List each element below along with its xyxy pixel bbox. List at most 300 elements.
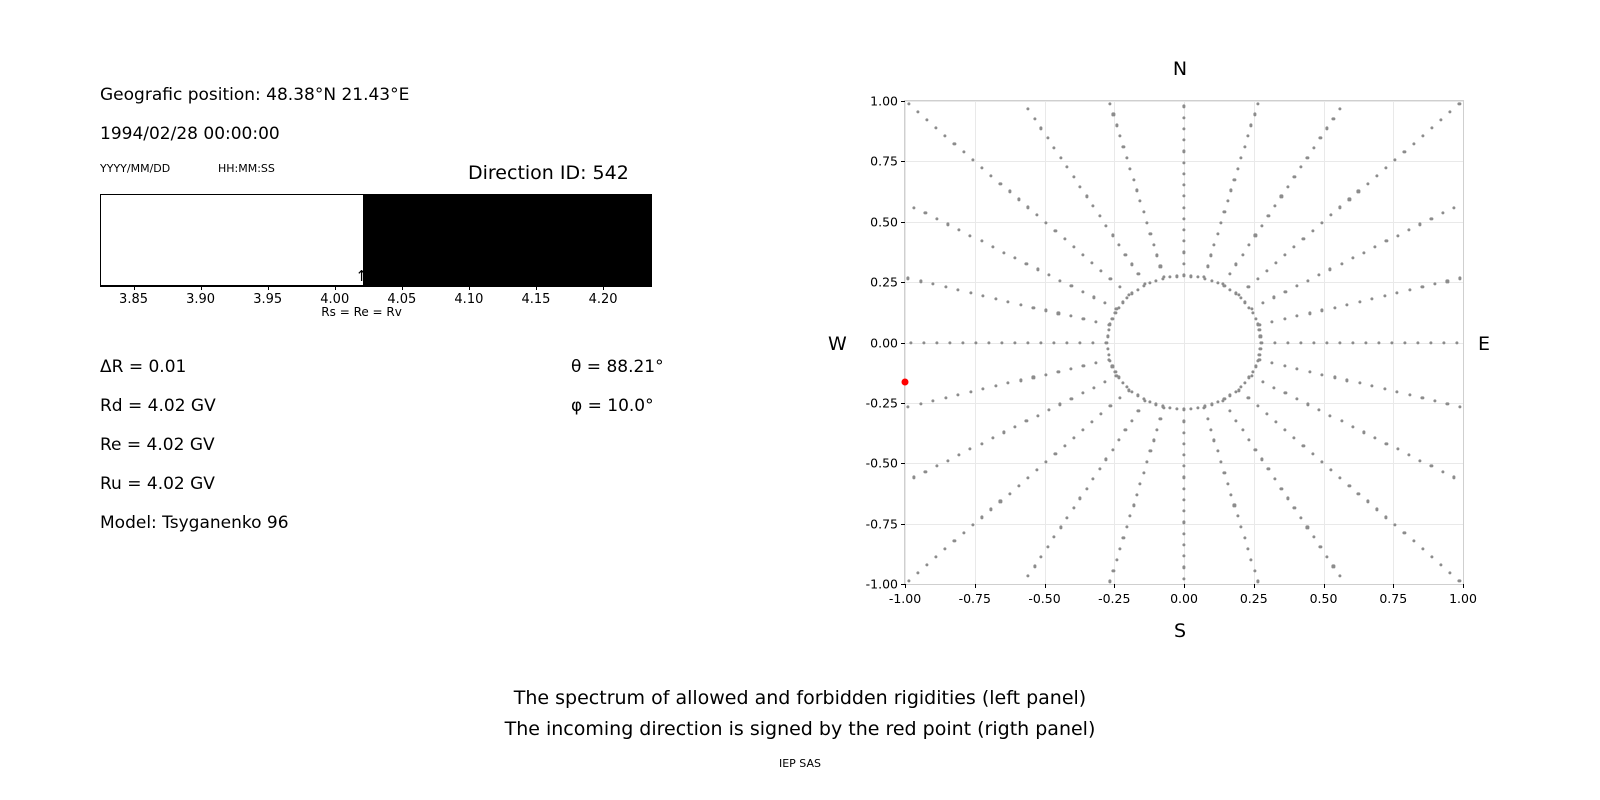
direction-point (1403, 150, 1406, 153)
direction-point (1439, 563, 1442, 566)
direction-point (990, 508, 993, 511)
direction-point (910, 341, 913, 344)
direction-point (1293, 175, 1296, 178)
spectrum-tick (134, 286, 135, 290)
direction-point (982, 294, 985, 297)
direction-point (988, 341, 991, 344)
direction-point (1182, 487, 1185, 490)
spectrum-tick (268, 286, 269, 290)
direction-point (1081, 290, 1084, 293)
caption-line-2: The incoming direction is signed by the red point (rigth panel) (504, 718, 1096, 740)
geographic-position-label: Geografic position: 48.38°N 21.43°E (100, 85, 410, 105)
direction-point (1441, 212, 1444, 215)
x-tick-label: 0.75 (1379, 591, 1408, 606)
direction-point (1210, 403, 1213, 406)
direction-point (1452, 206, 1455, 209)
gridline-horizontal (905, 222, 1463, 223)
direction-point (1109, 277, 1112, 280)
direction-point (1182, 577, 1185, 580)
direction-point (1259, 335, 1262, 338)
direction-point (1098, 214, 1101, 217)
direction-point (1430, 217, 1433, 220)
direction-point (923, 341, 926, 344)
direction-point (1274, 420, 1277, 423)
direction-point (1312, 536, 1315, 539)
direction-point (1100, 269, 1103, 272)
direction-point (1254, 317, 1257, 320)
direction-point (1182, 150, 1185, 153)
direction-point (1197, 276, 1200, 279)
spectrum-segment-forbidden (363, 195, 651, 285)
direction-point (935, 465, 938, 468)
direction-point (953, 540, 956, 543)
direction-point (1069, 315, 1072, 318)
direction-point (1136, 394, 1139, 397)
rd-value: Rd = 4.02 GV (100, 396, 216, 416)
x-tick-label: -1.00 (888, 591, 922, 606)
direction-point (1118, 397, 1121, 400)
direction-point (1234, 390, 1237, 393)
direction-map-panel (760, 0, 1600, 800)
direction-point (980, 442, 983, 445)
direction-point (1000, 341, 1003, 344)
direction-point (1047, 408, 1050, 411)
direction-point (1115, 558, 1118, 561)
direction-point (1234, 419, 1237, 422)
direction-point (1132, 178, 1135, 181)
direction-point (1182, 183, 1185, 186)
direction-point (1229, 493, 1232, 496)
direction-point (1228, 273, 1231, 276)
direction-point (1036, 268, 1039, 271)
direction-point (1002, 251, 1005, 254)
direction-point (1118, 285, 1121, 288)
direction-point (1008, 492, 1011, 495)
direction-point (1182, 195, 1185, 198)
direction-point (1106, 335, 1109, 338)
direction-point (1159, 417, 1162, 420)
compass-south-label: S (1173, 620, 1187, 642)
direction-point (969, 390, 972, 393)
direction-point (1430, 126, 1433, 129)
direction-point (1250, 558, 1253, 561)
direction-point (1132, 504, 1135, 507)
direction-point (1125, 526, 1128, 529)
direction-point (1239, 386, 1242, 389)
direction-point (1421, 286, 1424, 289)
direction-point (1273, 477, 1276, 480)
direction-point (1069, 367, 1072, 370)
direction-point (1223, 397, 1226, 400)
direction-point (907, 103, 910, 106)
direction-point (1408, 393, 1411, 396)
direction-point (1229, 288, 1232, 291)
direction-point (944, 396, 947, 399)
direction-point (1407, 228, 1410, 231)
direction-point (1081, 253, 1084, 256)
direction-point (1063, 444, 1066, 447)
direction-point (1216, 450, 1219, 453)
direction-point (1403, 341, 1406, 344)
direction-point (1182, 127, 1185, 130)
direction-point (1233, 178, 1236, 181)
direction-point (935, 126, 938, 129)
direction-point (1078, 341, 1081, 344)
y-tick-mark (901, 101, 905, 102)
plot-inner-area (905, 101, 1463, 584)
direction-point (1142, 284, 1145, 287)
gridline-horizontal (905, 282, 1463, 283)
direction-point (1433, 283, 1436, 286)
direction-point (907, 579, 910, 582)
direction-point (916, 110, 919, 113)
direction-point (1351, 341, 1354, 344)
direction-point (1090, 261, 1093, 264)
direction-point (1441, 470, 1444, 473)
direction-point (975, 341, 978, 344)
direction-point (1124, 429, 1127, 432)
direction-point (1340, 262, 1343, 265)
direction-point (957, 453, 960, 456)
direction-point (1085, 487, 1088, 490)
direction-point (1273, 205, 1276, 208)
direction-point (1063, 238, 1066, 241)
direction-point (1114, 311, 1117, 314)
y-tick-label: 0.75 (870, 153, 898, 169)
direction-point (1258, 353, 1261, 356)
direction-point (1371, 385, 1374, 388)
direction-point (1182, 274, 1185, 277)
direction-point (1439, 118, 1442, 121)
direction-point (1458, 277, 1461, 280)
direction-point (1412, 540, 1415, 543)
caption-line-1: The spectrum of allowed and forbidden rigidities (left panel) (513, 687, 1087, 709)
direction-point (949, 341, 952, 344)
direction-point (1182, 543, 1185, 546)
direction-point (1357, 190, 1360, 193)
direction-point (1152, 243, 1155, 246)
direction-point (1091, 477, 1094, 480)
direction-point (1035, 468, 1038, 471)
direction-point (1338, 575, 1341, 578)
direction-point (1124, 253, 1127, 256)
direction-point (962, 341, 965, 344)
direction-point (1233, 504, 1236, 507)
datetime-label: 1994/02/28 00:00:00 (100, 124, 280, 144)
direction-point (1091, 341, 1094, 344)
y-tick-mark (901, 524, 905, 525)
direction-point (1226, 200, 1229, 203)
direction-point (1059, 403, 1062, 406)
direction-point (1458, 103, 1461, 106)
spectrum-tick-label: 3.90 (186, 292, 216, 307)
y-tick-label: 0.00 (870, 335, 898, 350)
direction-point (1175, 275, 1178, 278)
direction-point (1104, 458, 1107, 461)
direction-point (1206, 265, 1209, 268)
direction-point (906, 277, 909, 280)
direction-point (1241, 429, 1244, 432)
direction-point (1325, 127, 1328, 130)
spectrum-tick-label: 3.95 (253, 292, 283, 307)
direction-point (1421, 396, 1424, 399)
direction-point (1253, 569, 1256, 572)
direction-point (1317, 408, 1320, 411)
direction-point (1286, 497, 1289, 500)
direction-point (1229, 394, 1232, 397)
direction-point (946, 223, 949, 226)
direction-point (969, 448, 972, 451)
direction-point (1329, 214, 1332, 217)
direction-point (1244, 381, 1247, 384)
direction-point (1283, 364, 1286, 367)
direction-point (1351, 257, 1354, 260)
direction-point (969, 234, 972, 237)
direction-point (1209, 254, 1212, 257)
direction-point (1104, 380, 1107, 383)
time-format-label: HH:MM:SS (218, 162, 275, 175)
direction-point (980, 240, 983, 243)
direction-point (953, 142, 956, 145)
direction-point (1117, 243, 1120, 246)
direction-point (1072, 506, 1075, 509)
x-tick-label: -0.75 (958, 591, 991, 606)
direction-point (982, 387, 985, 390)
direction-point (1384, 516, 1387, 519)
direction-point (1228, 409, 1231, 412)
direction-point (991, 245, 994, 248)
direction-point (1259, 347, 1262, 350)
direction-point (1312, 341, 1315, 344)
direction-point (994, 297, 997, 300)
direction-point (1114, 371, 1117, 374)
direction-point (1308, 312, 1311, 315)
direction-point (913, 206, 916, 209)
direction-point (946, 459, 949, 462)
direction-point (1317, 273, 1320, 276)
direction-point (994, 385, 997, 388)
direction-point (957, 228, 960, 231)
direction-scatter-plot (865, 93, 1477, 606)
direction-point (1293, 245, 1296, 248)
direction-point (1129, 515, 1132, 518)
direction-point (925, 118, 928, 121)
spectrum-tick (603, 286, 604, 290)
direction-point (1168, 276, 1171, 279)
x-tick-mark (1393, 584, 1394, 588)
direction-point (925, 563, 928, 566)
direction-point (1374, 436, 1377, 439)
direction-point (1396, 390, 1399, 393)
phi-value: φ = 10.0° (571, 396, 654, 416)
direction-point (1248, 376, 1251, 379)
direction-point (1234, 263, 1237, 266)
direction-point (1182, 116, 1185, 119)
direction-point (1117, 306, 1120, 309)
direction-point (1046, 136, 1049, 139)
direction-point (1019, 379, 1022, 382)
direction-point (1182, 240, 1185, 243)
direction-point (1053, 536, 1056, 539)
direction-point (1107, 329, 1110, 332)
direction-point (1137, 409, 1140, 412)
direction-point (1175, 407, 1178, 410)
direction-point (1247, 243, 1250, 246)
direction-point (1070, 285, 1073, 288)
direction-point (1014, 425, 1017, 428)
x-tick-label: 0.00 (1170, 591, 1198, 606)
direction-point (1092, 386, 1095, 389)
direction-point (1458, 405, 1461, 408)
direction-point (1161, 277, 1164, 280)
direction-point (1027, 107, 1030, 110)
direction-point (1254, 234, 1257, 237)
direction-point (1033, 565, 1036, 568)
direction-point (1358, 300, 1361, 303)
direction-point (1131, 390, 1134, 393)
direction-point (1254, 365, 1257, 368)
model-value: Model: Tsyganenko 96 (100, 513, 289, 533)
x-tick-mark (1114, 584, 1115, 588)
direction-point (1002, 431, 1005, 434)
direction-point (944, 286, 947, 289)
direction-point (1306, 526, 1309, 529)
direction-point (1046, 545, 1049, 548)
gridline-horizontal (905, 403, 1463, 404)
direction-point (1182, 465, 1185, 468)
direction-point (1035, 214, 1038, 217)
direction-point (1065, 341, 1068, 344)
direction-point (1149, 232, 1152, 235)
direction-point (1182, 476, 1185, 479)
direction-point (999, 500, 1002, 503)
spectrum-tick (536, 286, 537, 290)
direction-point (1325, 555, 1328, 558)
direction-point (1078, 497, 1081, 500)
direction-point (1419, 223, 1422, 226)
y-tick-mark (901, 403, 905, 404)
direction-point (1223, 284, 1226, 287)
direction-point (1044, 309, 1047, 312)
direction-point (1142, 211, 1145, 214)
direction-point (1040, 127, 1043, 130)
direction-point (1090, 420, 1093, 423)
direction-point (1396, 291, 1399, 294)
direction-point (1385, 240, 1388, 243)
direction-point (1135, 189, 1138, 192)
direction-point (924, 470, 927, 473)
direction-point (1293, 436, 1296, 439)
direction-point (913, 476, 916, 479)
compass-west-label: W (828, 333, 847, 355)
direction-point (1109, 323, 1112, 326)
direction-point (1270, 361, 1273, 364)
direction-point (1371, 297, 1374, 300)
direction-point (1203, 405, 1206, 408)
direction-point (1267, 214, 1270, 217)
direction-point (980, 516, 983, 519)
direction-point (1121, 301, 1124, 304)
direction-point (1017, 198, 1020, 201)
direction-point (1182, 206, 1185, 209)
direction-point (1254, 448, 1257, 451)
direction-point (969, 291, 972, 294)
y-tick-label: 1.00 (870, 93, 898, 109)
direction-point (1182, 217, 1185, 220)
gridline-horizontal (905, 101, 1463, 102)
y-tick-label: -1.00 (865, 576, 898, 592)
direction-point (1115, 124, 1118, 127)
direction-point (1135, 493, 1138, 496)
direction-point (1396, 234, 1399, 237)
direction-point (1182, 228, 1185, 231)
direction-point (1106, 347, 1109, 350)
direction-point (1213, 243, 1216, 246)
direction-point (1130, 419, 1133, 422)
direction-point (1346, 303, 1349, 306)
direction-point (1182, 105, 1185, 108)
direction-point (1039, 341, 1042, 344)
direction-point (1155, 254, 1158, 257)
direction-point (1130, 263, 1133, 266)
direction-point (1054, 230, 1057, 233)
direction-point (935, 555, 938, 558)
direction-point (1059, 156, 1062, 159)
re-value: Re = 4.02 GV (100, 435, 215, 455)
direction-point (1106, 341, 1109, 344)
direction-point (1026, 341, 1029, 344)
x-tick-mark (1324, 584, 1325, 588)
direction-point (1117, 376, 1120, 379)
direction-point (1108, 102, 1111, 105)
direction-point (1182, 532, 1185, 535)
direction-point (1025, 420, 1028, 423)
x-tick-mark (975, 584, 976, 588)
direction-point (1458, 579, 1461, 582)
direction-point (1325, 341, 1328, 344)
direction-point (1107, 353, 1110, 356)
compass-east-label: E (1478, 333, 1491, 355)
direction-point (1081, 392, 1084, 395)
direction-point (1152, 439, 1155, 442)
direction-point (1346, 379, 1349, 382)
direction-point (1236, 167, 1239, 170)
direction-point (1243, 145, 1246, 148)
direction-point (919, 402, 922, 405)
direction-point (1053, 146, 1056, 149)
direction-point (1104, 301, 1107, 304)
direction-point (1108, 580, 1111, 583)
direction-point (1329, 468, 1332, 471)
up-arrow-icon: ↑ (355, 267, 368, 285)
direction-point (1329, 414, 1332, 417)
direction-point (1412, 142, 1415, 145)
direction-point (1025, 262, 1028, 265)
y-tick-label: -0.50 (865, 455, 898, 471)
direction-point (1026, 476, 1029, 479)
direction-point (1332, 565, 1335, 568)
direction-point (1299, 166, 1302, 169)
direction-point (1421, 134, 1424, 137)
direction-point (1240, 526, 1243, 529)
direction-point (1149, 450, 1152, 453)
direction-point (1182, 510, 1185, 513)
direction-point (1332, 117, 1335, 120)
direction-point (1312, 146, 1315, 149)
direction-point (1027, 575, 1030, 578)
rs-marker-label: Rs = Re = Rv (321, 305, 402, 319)
direction-point (1036, 414, 1039, 417)
